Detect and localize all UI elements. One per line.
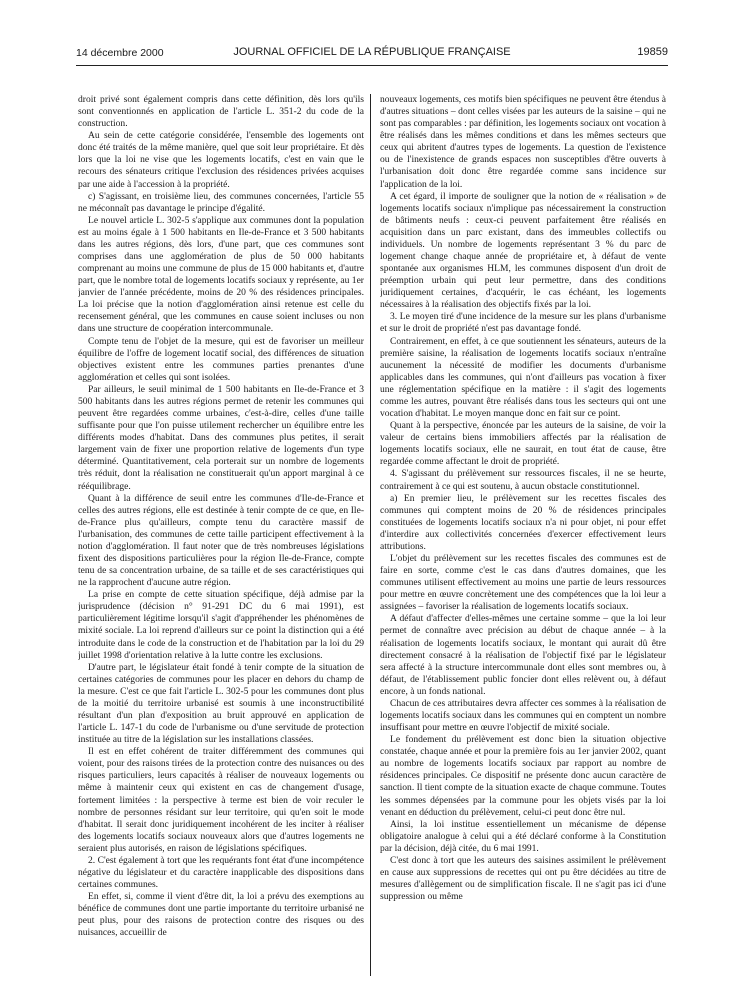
paragraph: droit privé sont également compris dans cette définition, dès lors qu'ils sont conventionnés en application de l'article L. 351-2 du code de la construction.	[78, 94, 364, 130]
header-rule	[76, 65, 668, 66]
paragraph: C'est donc à tort que les auteurs des saisines assimilent le prélèvement en cause aux suppressions de recettes qui ont pu être décidées au titre de mesures d'allègement ou de simplification fiscale. Il ne s'agit pas ici d'une suppression ou même	[380, 854, 666, 903]
paragraph: a) En premier lieu, le prélèvement sur les recettes fiscales des communes qui comptent moins de 20 % de résidences principales constituées de logements locatifs sociaux n'a ni pour objet, ni pour effet d'interdire aux collectivités concernées d'exercer effectivement leurs attributions.	[380, 492, 666, 552]
paragraph: A défaut d'affecter d'elles-mêmes une certaine somme – que la loi leur permet de connaître avec précision au début de chaque année – à la réalisation de logements locatifs sociaux, le montant qui aurait dû être directement consacré à la réalisation de l'objectif fixé par le législateur sera affecté à la structure intercommunale dont elles sont membres ou, à défaut, de l'établissement public foncier dont elles relèvent ou, à défaut encore, à un fonds national.	[380, 613, 666, 697]
paragraph: 3. Le moyen tiré d'une incidence de la mesure sur les plans d'urbanisme et sur le droit de propriété n'est pas davantage fondé.	[380, 311, 666, 335]
paragraph: La prise en compte de cette situation spécifique, déjà admise par la jurisprudence (décision n° 91-291 DC du 6 mai 1991), est particulièrement légitime lorsqu'il s'agit d'appréhender les phénomènes de mixité sociale. La loi reprend d'ailleurs sur ce point la distinction qui a été introduite dans le code de la construction et de l'habitation par la loi du 29 juillet 1998 d'orientation relative à la lutte contre les exclusions.	[78, 589, 364, 661]
paragraph: Le fondement du prélèvement est donc bien la situation objective constatée, chaque année et pour la première fois au 1er janvier 2002, quant au nombre de logements locatifs sociaux par rapport au nombre de résidences principales. Ce dispositif ne présente donc aucun caractère de sanction. Il tient compte de la situation exacte de chaque commune. Toutes les sommes dépensées par la commune pour les objets visés par la loi venant en déduction du prélèvement, celui-ci peut donc être nul.	[380, 734, 666, 818]
paragraph: Au sein de cette catégorie considérée, l'ensemble des logements ont donc été traités de la même manière, quel que soit leur propriétaire. Et dès lors que la loi ne vise que les logements locatifs, c'est en vain que le recours des sénateurs critique l'exclusion des résidences privées acquises par une aide à l'accession à la propriété.	[78, 130, 364, 190]
left-column	[78, 94, 364, 979]
header-date: 14 décembre 2000	[76, 47, 164, 59]
paragraph: A cet égard, il importe de souligner que la notion de « réalisation » de logements locatifs sociaux n'implique pas nécessairement la construction de bâtiments neufs : ceux-ci peuvent parfaitement être réalisés en acquisition dans un parc existant, dans des immeubles collectifs ou individuels. Un nombre de logements représentant 3 % du parc de logement change chaque année de propriétaire et, à défaut de vente spontanée aux organismes HLM, les communes disposent d'un droit de préemption urbain qui peut leur permettre, dans des conditions juridiquement certaines, d'acquérir, le cas échéant, les logements nécessaires à la réalisation des objectifs fixés par la loi.	[380, 190, 666, 311]
paragraph: Contrairement, en effet, à ce que soutiennent les sénateurs, auteurs de la première saisine, la réalisation de logements locatifs sociaux n'entraîne aucunement la nécessité de modifier les documents d'urbanisme applicables dans les communes, qui n'ont d'ailleurs pas vocation à fixer une réglementation spécifique en la matière : il s'agit des logements comme les autres, pouvant être réalisés dans tous les secteurs qui ont une vocation d'habitat. Le moyen manque donc en fait sur ce point.	[380, 335, 666, 420]
paragraph: Quant à la différence de seuil entre les communes d'Ile-de-France et celles des autres régions, elle est destinée à tenir compte de ce que, en Ile-de-France plus qu'ailleurs, compte tenu du caractère massif de l'urbanisation, des communes de cette taille participent effectivement à la notion d'agglomération. Il faut noter que de très nombreuses législations fixent des dispositions particulières pour la région Ile-de-France, compte tenu de sa concentration urbaine, de sa taille et de ses caractéristiques qui ne la rapprochent d'aucune autre région.	[78, 492, 364, 589]
journal-title: JOURNAL OFFICIEL DE LA RÉPUBLIQUE FRANÇAISE	[233, 46, 511, 58]
paragraph: En effet, si, comme il vient d'être dit, la loi a prévu des exemptions au bénéfice de communes dont une partie importante du territoire urbanisé ne peut plus, pour des raisons de protection contre des risques ou des nuisances, accueillir de	[78, 891, 364, 939]
paragraph: D'autre part, le législateur était fondé à tenir compte de la situation de certaines catégories de communes pour les placer en dehors du champ de la mesure. C'est ce que fait l'article L. 302-5 pour les communes dont plus de la moitié du territoire urbanisé est soumis à une inconstructibilité résultant d'un plan d'exposition au bruit approuvé en application de l'article L. 147-1 du code de l'urbanisme ou d'une servitude de protection instituée au titre de la législation sur les installations classées.	[78, 661, 364, 746]
paragraph: 2. C'est également à tort que les requérants font état d'une incompétence négative du législateur et du caractère inapplicable des dispositions dans certaines communes.	[78, 854, 364, 891]
paragraph: Ainsi, la loi institue essentiellement un mécanisme de dépense obligatoire analogue à celui qui a été déclaré conforme à la Constitution par la décision, déjà citée, du 6 mai 1991.	[380, 818, 666, 854]
paragraph: c) S'agissant, en troisième lieu, des communes concernées, l'article 55 ne méconnaît pas davantage le principe d'égalité.	[78, 190, 364, 214]
paragraph: L'objet du prélèvement sur les recettes fiscales des communes est de faire en sorte, comme c'est le cas dans d'autres domaines, que les communes utilisent effectivement au moins une partie de leurs ressources pour mettre en œuvre concrètement une des compétences que la loi leur a assignées – favoriser la réalisation de logements locatifs sociaux.	[380, 552, 666, 613]
right-column	[380, 94, 666, 979]
paragraph: nouveaux logements, ces motifs bien spécifiques ne peuvent être étendus à d'autres situations – dont celles visées par les auteurs de la saisine – qui ne sont pas comparables : par définition, les logements sociaux ont vocation à être réalisés dans les mêmes conditions et dans les mêmes secteurs que ceux qui abritent d'autres types de logements. La question de l'existence ou de l'inexistence de grands espaces non susceptibles d'être ouverts à l'urbanisation doit donc être regardée comme sans incidence sur l'application de la loi.	[380, 94, 666, 190]
paragraph: Quant à la perspective, énoncée par les auteurs de la saisine, de voir la valeur de certains biens immobiliers affectés par la réalisation de logements locatifs sociaux, elle ne saurait, en tout état de cause, être regardée comme affectant le droit de propriété.	[380, 420, 666, 468]
paragraph: Compte tenu de l'objet de la mesure, qui est de favoriser un meilleur équilibre de l'offre de logement locatif social, des différences de situation objectives existent entre les communes parties prenantes d'une agglomération et celles qui sont isolées.	[78, 335, 364, 383]
page-number: 19859	[637, 46, 668, 58]
paragraph: Par ailleurs, le seuil minimal de 1 500 habitants en Ile-de-France et 3 500 habitants dans les autres régions permet de retenir les communes qui peuvent être regardées comme urbaines, c'est-à-dire, celles d'une taille suffisante pour que l'on puisse utilement rechercher un équilibre entre les différents modes d'habitat. Dans des communes plus petites, il serait largement vain de fixer une proportion relative de logements d'un type déterminé. Quantitativement, cela porterait sur un nombre de logements très réduit, dont la réalisation ne constituerait qu'un apport marginal à ce rééquilibrage.	[78, 383, 364, 492]
paragraph: Il est en effet cohérent de traiter différemment des communes qui voient, pour des raisons tirées de la protection contre des nuisances ou des risques particuliers, leurs capacités à réaliser de nouveaux logements ou même à maintenir ceux qui existent en cas de changement d'usage, fortement limitées : la perspective à terme est bien de voir reculer le nombre de personnes résidant sur leur territoire, qui qu'en soit le mode d'habitat. Il serait donc juridiquement incohérent de les inciter à réaliser des logements locatifs sociaux nouveaux alors que d'autres logements ne seraient plus autorisés, en raison de législations spécifiques.	[78, 746, 364, 854]
column-divider	[370, 94, 371, 976]
paragraph: Le nouvel article L. 302-5 s'applique aux communes dont la population est au moins égale à 1 500 habitants en Ile-de-France et 3 500 habitants dans les autres régions, dès lors, d'une part, que ces communes sont comprises dans une agglomération de plus de 50 000 habitants comprenant au moins une commune de plus de 15 000 habitants et, d'autre part, que le nombre total de logements locatifs sociaux y représente, au 1er janvier de l'année précédente, moins de 20 % des résidences principales. La loi précise que la notion d'agglomération ainsi retenue est celle du recensement général, que les communes en cause soient incluses ou non dans une structure de coopération intercommunale.	[78, 214, 364, 335]
page-header	[76, 44, 668, 62]
paragraph: 4. S'agissant du prélèvement sur ressources fiscales, il ne se heurte, contrairement à ce qui est soutenu, à aucun obstacle constitutionnel.	[380, 468, 666, 492]
paragraph: Chacun de ces attributaires devra affecter ces sommes à la réalisation de logements locatifs sociaux dans les communes qui en comptent un nombre insuffisant pour mettre en œuvre l'objectif de mixité sociale.	[380, 697, 666, 734]
